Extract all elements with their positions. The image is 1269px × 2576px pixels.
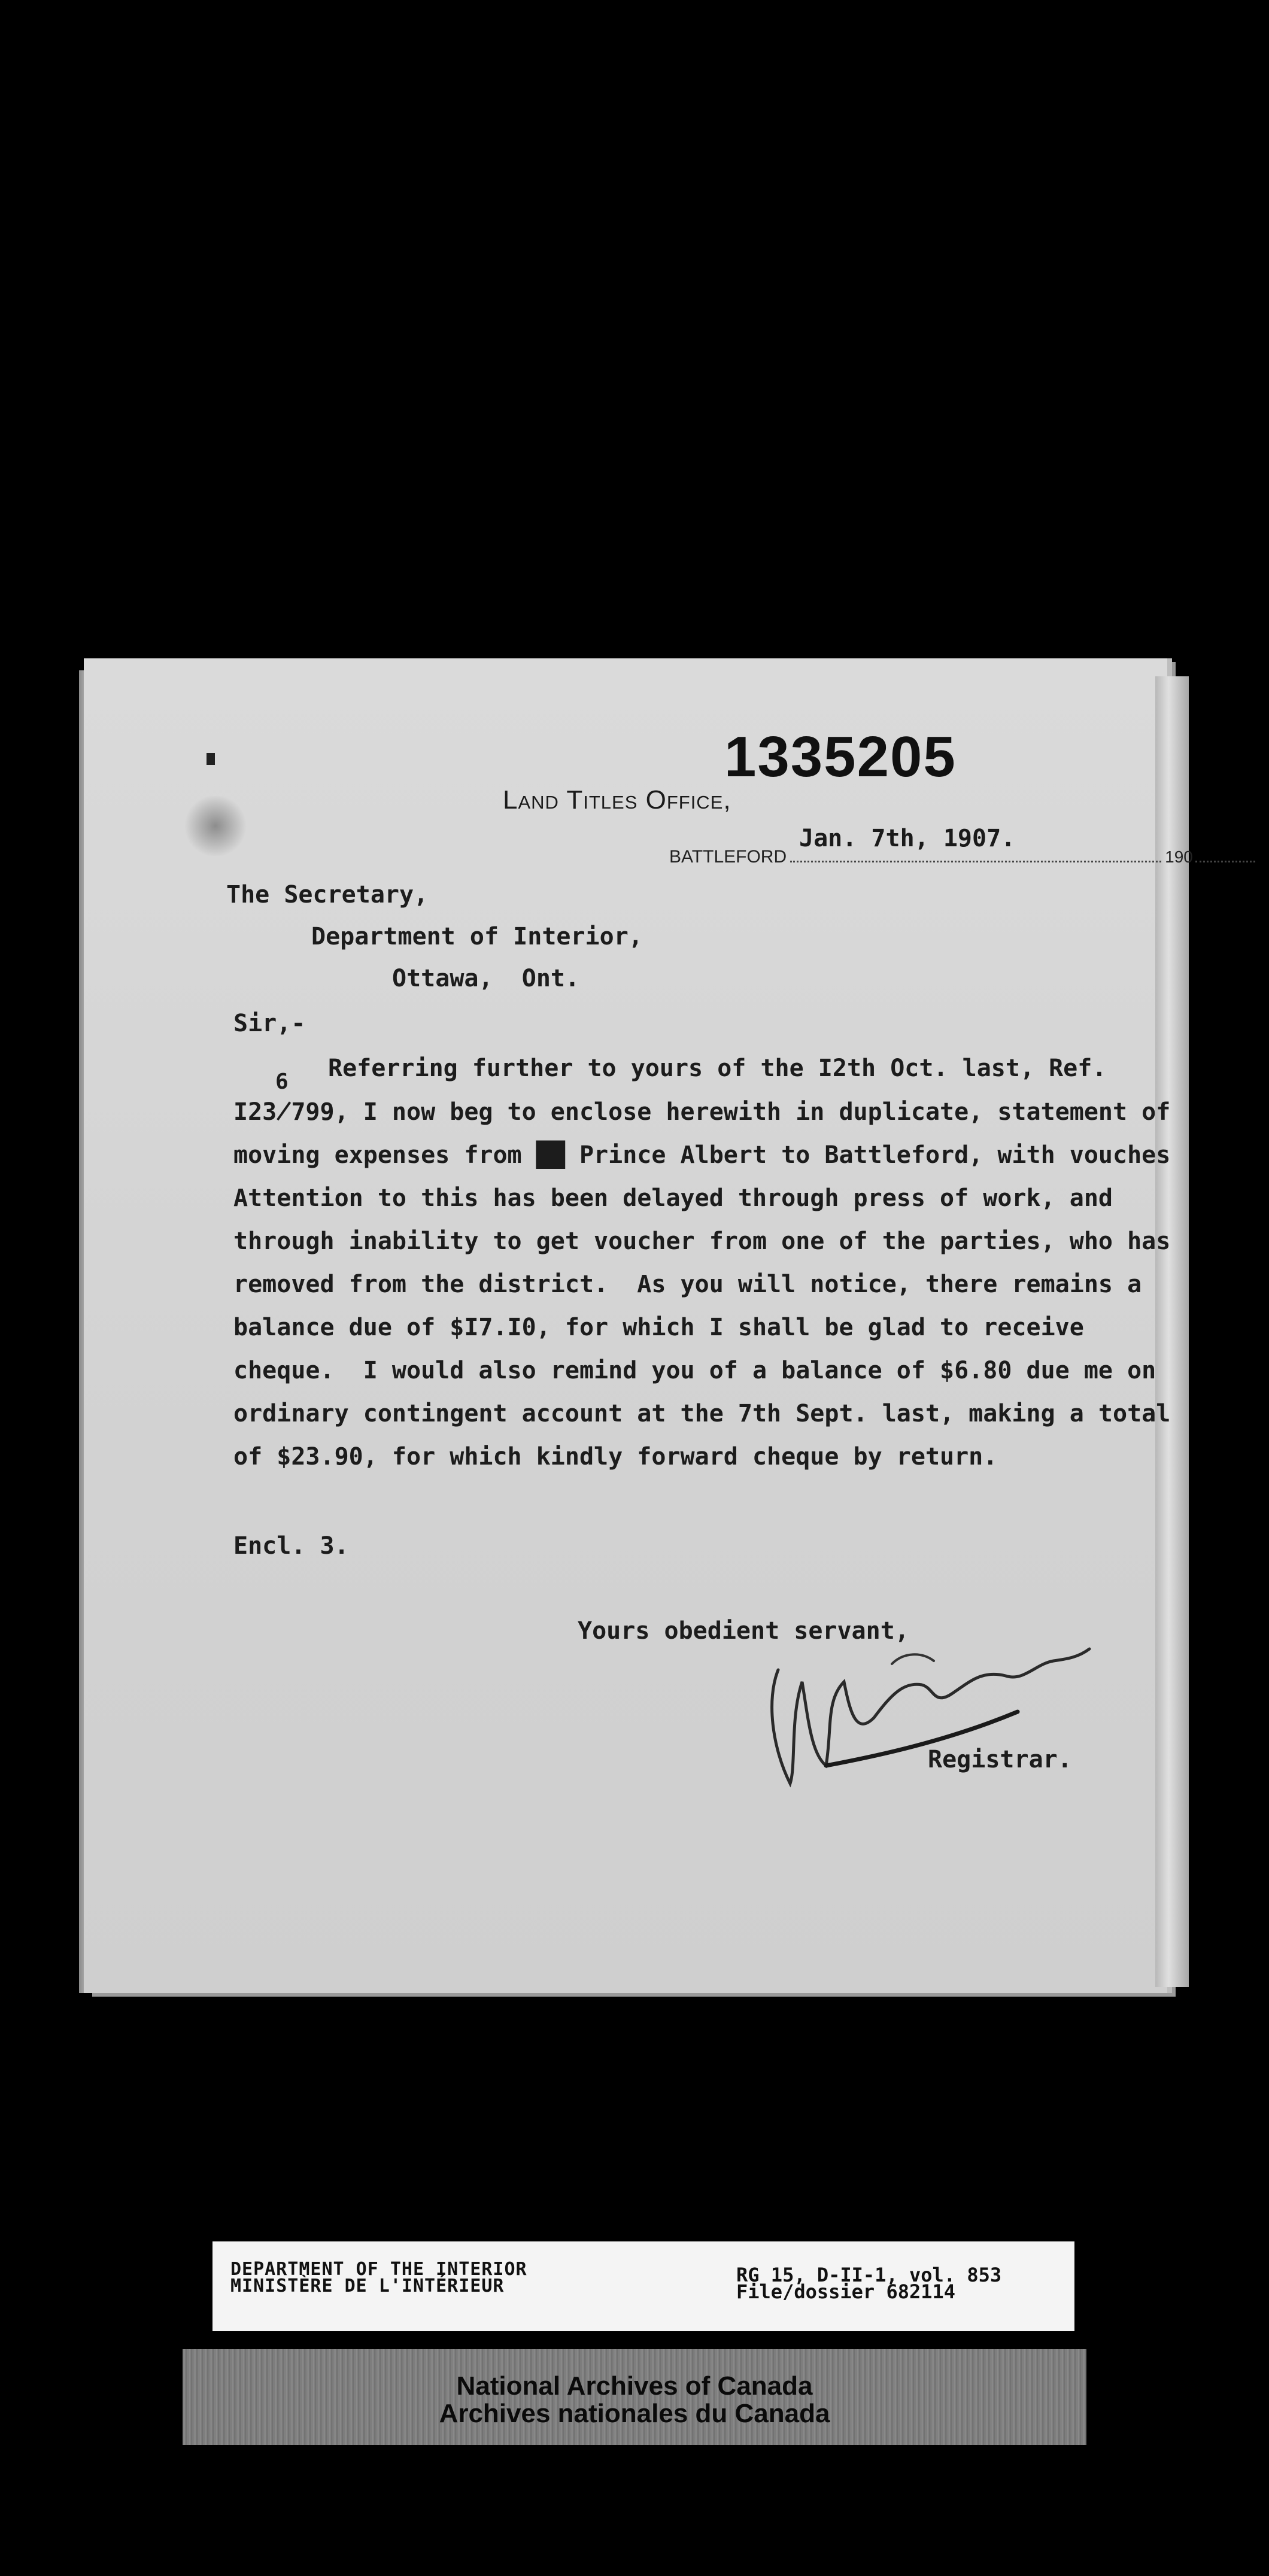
body-line-8: cheque. I would also remind you of a balance of $6.80 due me on (233, 1357, 1156, 1384)
letterhead-place: BATTLEFORD (669, 847, 787, 867)
archives-banner (183, 2349, 1086, 2445)
document-number: 1335205 (724, 725, 957, 789)
record-group-reference: RG 15, D-II-1, vol. 853 (736, 2264, 1002, 2286)
body-line-6: removed from the district. As you will notice, there remains a (233, 1271, 1142, 1298)
year-dotted-line (1195, 861, 1255, 862)
date-dotted-line (790, 861, 1161, 862)
pin-mark (207, 753, 215, 765)
address-line-3: Ottawa, Ont. (392, 965, 580, 992)
salutation: Sir,- (233, 1010, 306, 1037)
body-line-10: of $23.90, for which kindly forward cheque by return. (233, 1443, 998, 1471)
file-number: File/dossier 682114 (736, 2280, 956, 2303)
department-name-fr: MINISTÈRE DE L'INTÉRIEUR (230, 2276, 505, 2296)
archives-name-fr: Archives nationales du Canada (439, 2399, 830, 2428)
punch-hole-mark (183, 796, 248, 856)
letterhead-place-line (669, 847, 1255, 867)
letter-date: Jan. 7th, 1907. (799, 825, 1016, 852)
body-line-7: balance due of $I7.I0, for which I shall be glad to receive (233, 1314, 1084, 1341)
archive-reference-label (212, 2241, 1074, 2331)
body-line-4: Attention to this has been delayed through press of work, and (233, 1184, 1113, 1212)
address-line-1: The Secretary, (226, 881, 429, 909)
handwritten-signature (754, 1628, 1101, 1808)
archives-name-en: National Archives of Canada (456, 2371, 813, 2401)
body-line-2: I23̸799, I now beg to enclose herewith in duplicate, statement of (233, 1098, 1171, 1126)
address-line-2: Department of Interior, (311, 923, 643, 950)
department-name-en: DEPARTMENT OF THE INTERIOR (230, 2259, 527, 2280)
paper-right-edge (1155, 676, 1189, 1987)
body-line-1: Referring further to yours of the I2th Oct. last, Ref. (328, 1055, 1107, 1082)
body-superscript: 6 (275, 1070, 289, 1094)
year-prefix: 190 (1165, 847, 1193, 866)
letterhead-office: Land Titles Office, (503, 785, 731, 815)
body-line-3: moving expenses from ██ Prince Albert to Battleford, with vouches (233, 1141, 1171, 1169)
enclosure-note: Encl. 3. (233, 1532, 349, 1560)
closing: Yours obedient servant, (578, 1617, 909, 1645)
body-line-5: through inability to get voucher from one of the parties, who has (233, 1228, 1171, 1255)
body-line-9: ordinary contingent account at the 7th Sept. last, making a total (233, 1400, 1171, 1427)
signature-role: Registrar. (928, 1746, 1072, 1773)
